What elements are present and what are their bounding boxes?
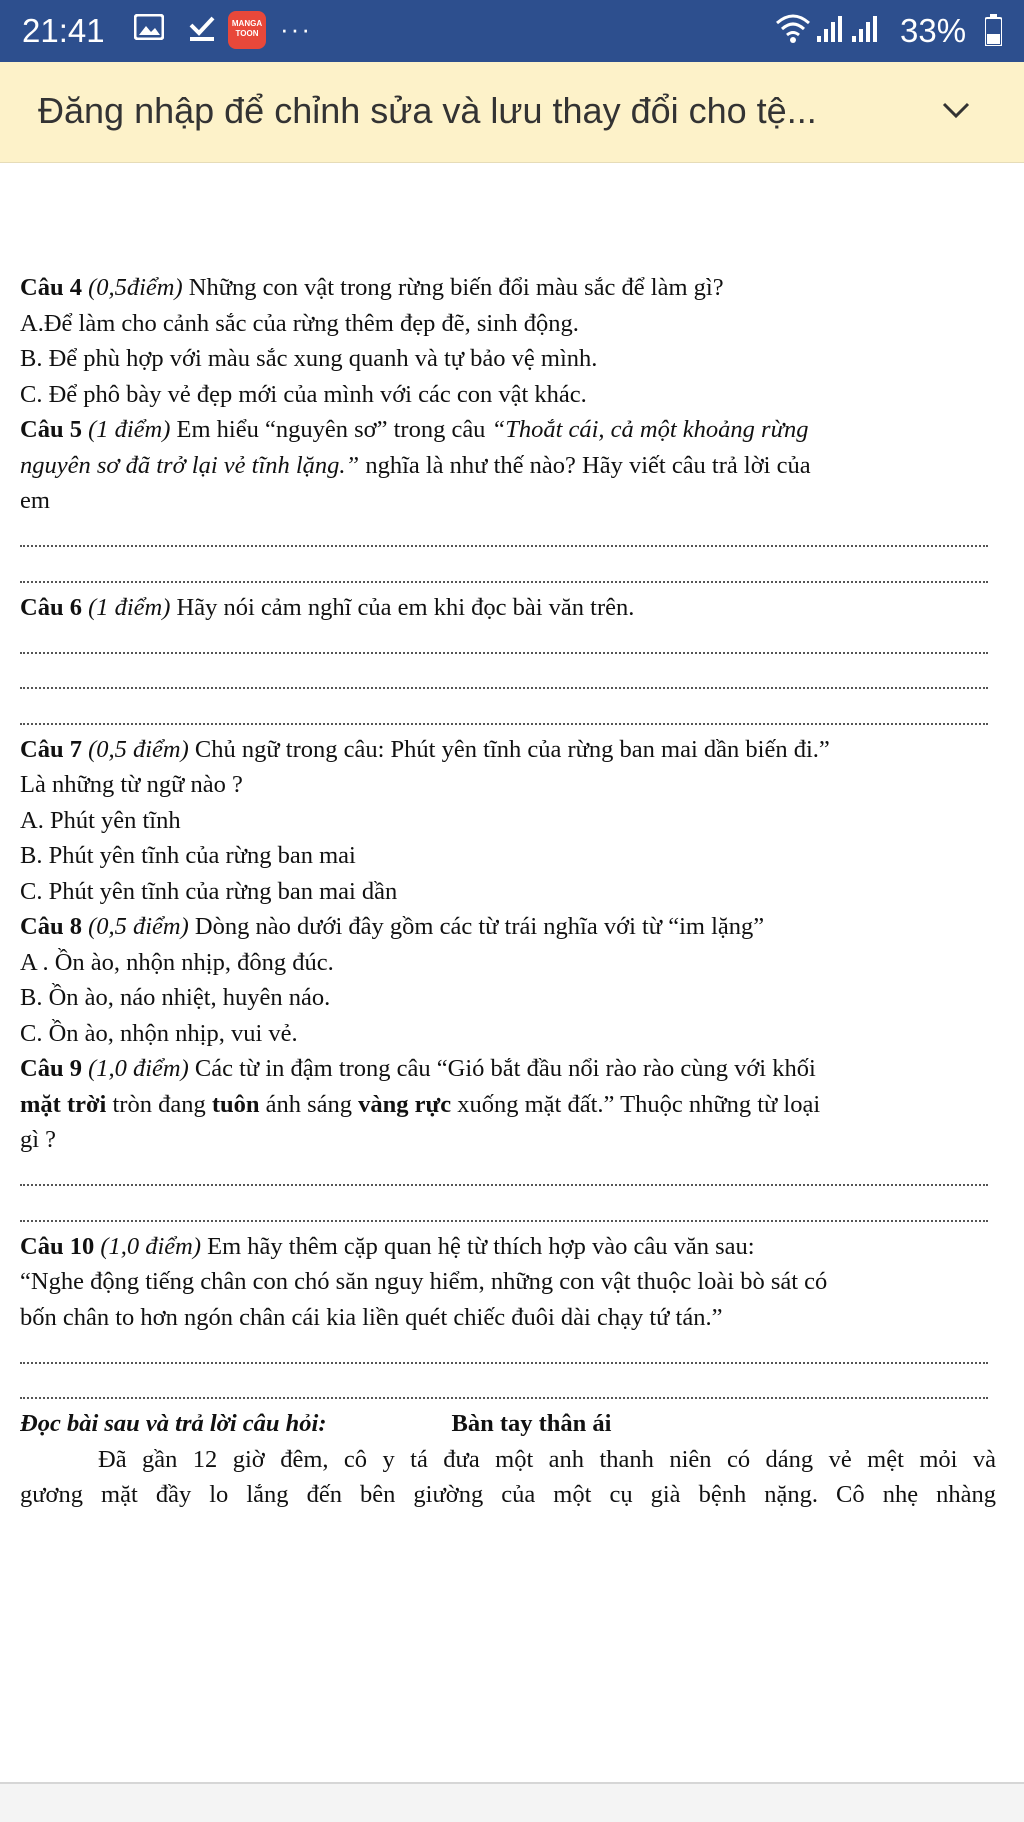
question-9-line-3: gì ? [20,1126,57,1153]
signal-icon [815,14,843,44]
question-number: Câu 5 [20,416,82,443]
question-text: Những con vật trong rừng biến đổi màu sắc để làm gì? [182,274,724,301]
question-8 [20,909,1000,945]
answer-option: B. Phút yên tĩnh của rừng ban mai [20,842,356,869]
question-score: (0,5 điểm) [88,735,189,763]
answer-dotted-line [20,661,1000,697]
answer-option: C. Ồn ào, nhộn nhịp, vui vẻ. [20,1019,298,1047]
signal-icon-2 [850,14,878,44]
bold-word: vàng rực [358,1090,452,1118]
answer-dotted-line [20,1158,1000,1194]
question-score: (1 điểm) [88,593,171,621]
question-number: Câu 4 [20,274,82,301]
answer-option: A . Ồn ào, nhộn nhịp, đông đúc. [20,948,334,976]
reading-instruction: Đọc bài sau và trả lời câu hỏi: [20,1410,327,1437]
answer-option: B. Để phù hợp với màu sắc xung quanh và tự bảo vệ mình. [20,345,598,372]
question-5-line-3: em [20,487,50,514]
question-text: Dòng nào dưới đây gồm các từ trái nghĩa với từ “im lặng” [188,913,765,940]
bold-word: tuôn [211,1090,260,1118]
document-page [20,270,1000,1513]
question-10-line-2: “Nghe động tiếng chân con chó săn nguy hiểm, những con vật thuộc loài bò sát có [20,1268,828,1295]
answer-option: C. Để phô bày vẻ đẹp mới của mình với các con vật khác. [20,380,587,408]
question-5 [20,412,1000,448]
question-score: (1,0 điểm) [88,1055,189,1082]
answer-dotted-line [20,1193,1000,1229]
question-7-line-2: Là những từ ngữ nào ? [20,771,243,798]
question-9 [20,1051,1000,1087]
question-10-line-3: bốn chân to hơn ngón chân cái kia liền quét chiếc đuôi dài chạy tứ tán.” [20,1303,723,1331]
question-text: tròn đang [106,1090,212,1118]
answer-option: A.Để làm cho cảnh sắc của rừng thêm đẹp đẽ, sinh động. [20,309,579,337]
answer-dotted-line [20,696,1000,732]
reading-title: Bàn tay thân ái [451,1410,612,1437]
question-9-line-2 [20,1087,1000,1123]
question-quote: nguyên sơ đã trở lại vẻ tĩnh lặng.” [20,451,360,479]
manga-app-icon: MANGA TOON [228,11,266,49]
question-quote: “Thoắt cái, cả một khoảng rừng [491,416,809,443]
question-text: xuống mặt đất.” Thuộc những từ loại [451,1090,821,1118]
question-10 [20,1229,1000,1265]
question-text: Hãy nói cảm nghĩ của em khi đọc bài văn trên. [170,593,635,621]
answer-option: A. Phút yên tĩnh [20,806,181,834]
answer-option: B. Ồn ào, náo nhiệt, huyên náo. [20,984,331,1011]
login-banner[interactable] [0,62,1024,163]
question-score: (1,0 điểm) [100,1232,202,1260]
answer-dotted-line [20,554,1000,590]
question-6 [20,590,1000,626]
answer-dotted-line [20,625,1000,661]
answer-dotted-line [20,519,1000,555]
question-4 [20,270,1000,306]
login-banner-text[interactable]: Đăng nhập để chỉnh sửa và lưu thay đổi cho tệ... [38,90,817,131]
question-text: Em hiểu “nguyên sơ” trong câu [170,416,492,443]
status-time: 21:41 [22,12,105,49]
answer-option: C. Phút yên tĩnh của rừng ban mai dần [20,877,398,905]
question-score: (1 điểm) [88,416,171,443]
question-number: Câu 7 [20,735,82,763]
question-score: (0,5 điểm) [88,913,189,940]
bold-word: mặt trời [20,1090,107,1118]
answer-dotted-line [20,1371,1000,1407]
more-notifications-icon: ··· [280,14,312,44]
battery-icon [985,14,1002,46]
status-bar [0,0,1024,62]
bottom-bar [0,1782,1024,1822]
question-5-line-2 [20,448,1000,484]
reading-header [20,1406,1000,1442]
question-text: Các từ in đậm trong câu “Gió bắt đầu nổi rào rào cùng với khối [188,1055,816,1082]
question-text: Chủ ngữ trong câu: Phút yên tĩnh của rừng ban mai dần biến đi.” [188,735,830,763]
passage-line: gương mặt đầy lo lắng đến bên giường của một cụ già bệnh nặng. Cô nhẹ nhàng [20,1481,996,1508]
question-number: Câu 10 [20,1232,95,1260]
question-text: nghĩa là như thế nào? Hãy viết câu trả lời của [359,451,811,479]
chevron-down-icon[interactable] [938,92,974,128]
question-number: Câu 8 [20,913,82,940]
passage-line: Đã gần 12 giờ đêm, cô y tá đưa một anh thanh niên có dáng vẻ mệt mỏi và [98,1445,996,1473]
gallery-icon [134,14,164,40]
battery-percent: 33% [900,12,967,49]
question-text: Em hãy thêm cặp quan hệ từ thích hợp vào câu văn sau: [201,1232,755,1260]
download-icon [187,13,217,43]
question-score: (0,5điểm) [88,274,183,301]
question-number: Câu 6 [20,593,82,621]
answer-dotted-line [20,1335,1000,1371]
question-text: ánh sáng [259,1090,359,1118]
wifi-icon [775,12,811,44]
question-number: Câu 9 [20,1055,82,1082]
question-7 [20,732,1000,768]
